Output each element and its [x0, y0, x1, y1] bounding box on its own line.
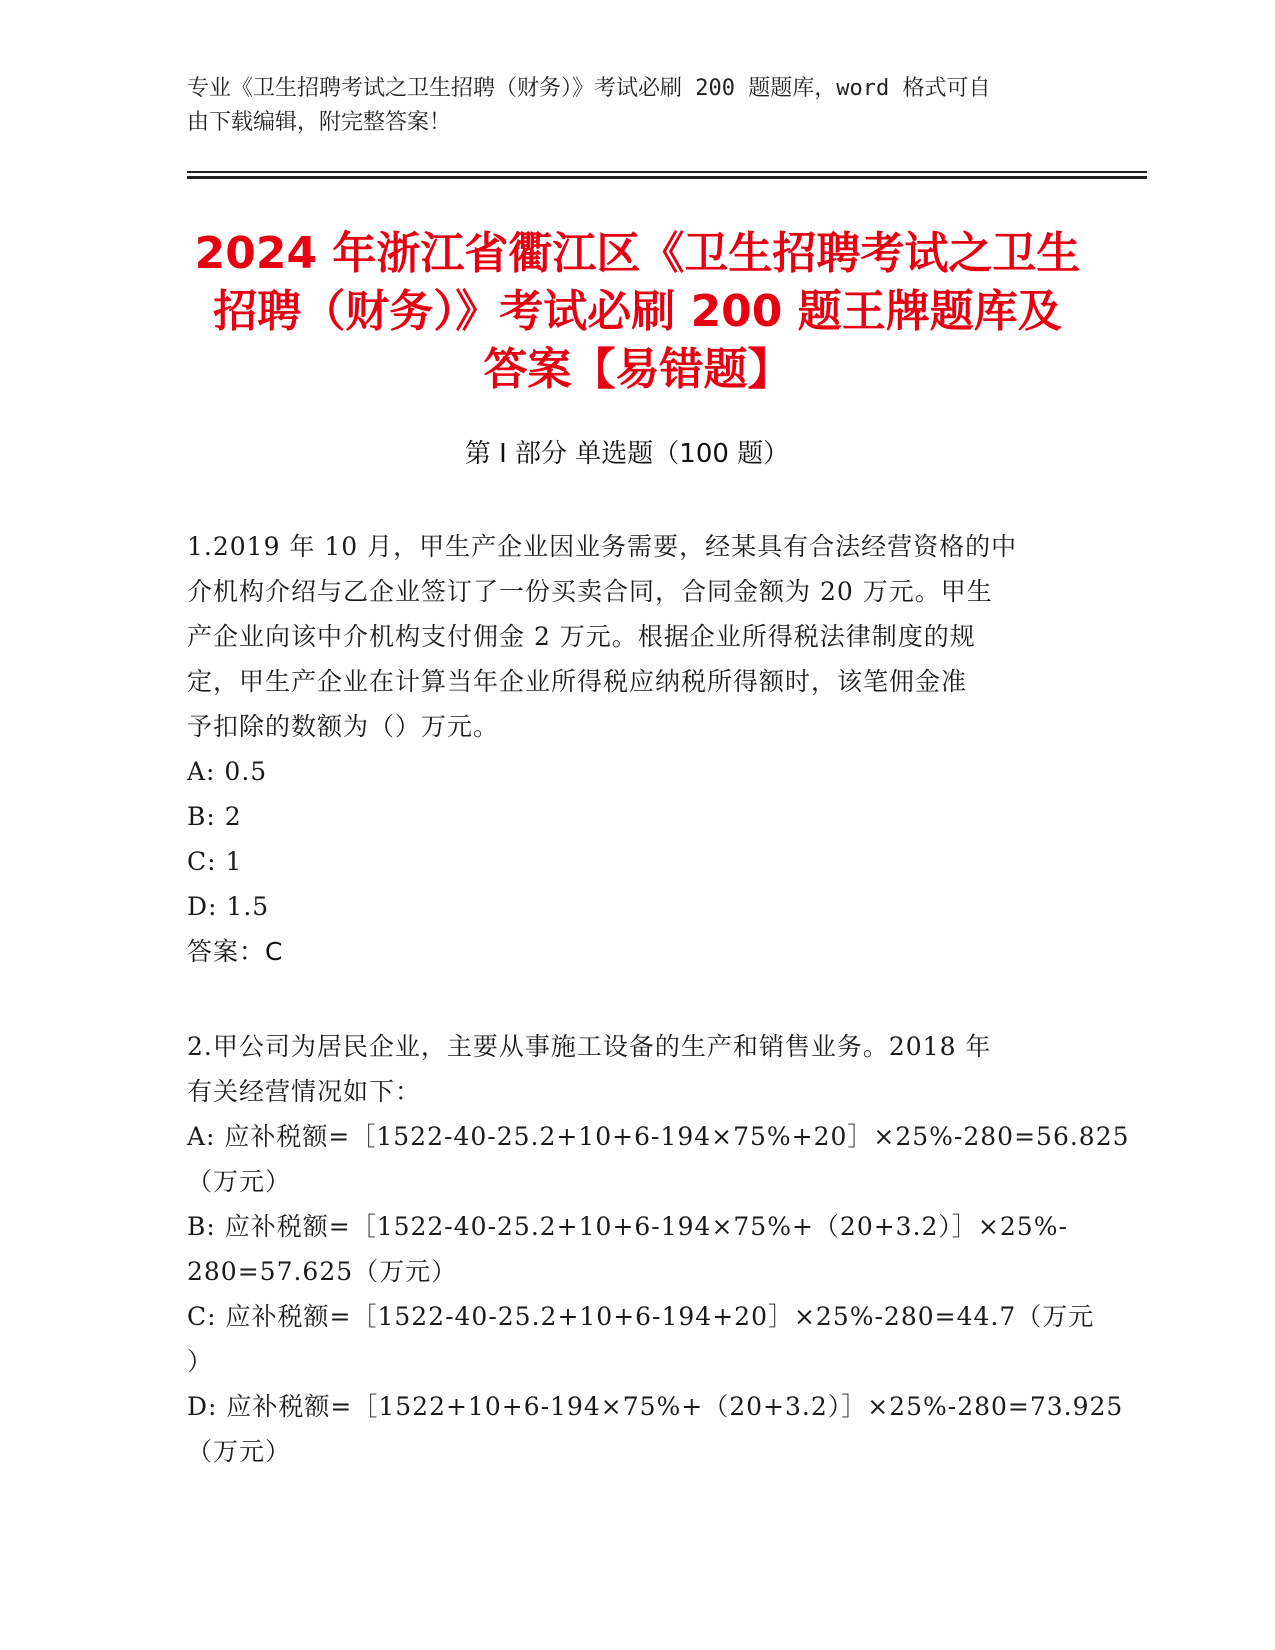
question-stem-line: 有关经营情况如下： — [187, 1077, 422, 1106]
option-c-continuation: ） — [187, 1347, 214, 1376]
option-c: C: 1 — [187, 847, 243, 876]
question-1 — [187, 524, 1077, 974]
question-stem-line: 2.甲公司为居民企业，主要从事施工设备的生产和销售业务。2018 年 — [187, 1032, 992, 1061]
question-2 — [187, 1024, 1130, 1474]
option-d: D: 1.5 — [187, 892, 270, 921]
option-b: B: 应补税额=［1522-40-25.2+10+6-194×75%+（20+3.2）］×25%- — [187, 1212, 1068, 1241]
question-stem-line: 定，甲生产企业在计算当年企业所得税应纳税所得额时，该笔佣金准 — [187, 667, 968, 696]
document-title — [160, 225, 1115, 399]
question-stem-line: 介机构介绍与乙企业签订了一份买卖合同，合同金额为 20 万元。甲生 — [187, 577, 993, 606]
header-divider-thick — [187, 176, 1147, 179]
question-stem-line: 1.2019 年 10 月，甲生产企业因业务需要，经某具有合法经营资格的中 — [187, 532, 1018, 561]
title-line: 答案【易错题】 — [483, 344, 792, 395]
header-divider-thin — [187, 171, 1147, 173]
option-b-continuation: 280=57.625（万元） — [187, 1257, 458, 1286]
header-note — [187, 72, 1067, 140]
option-b: B: 2 — [187, 802, 242, 831]
option-d-continuation: （万元） — [187, 1437, 292, 1466]
option-d: D: 应补税额=［1522+10+6-194×75%+（20+3.2）］×25%-280=73.925 — [187, 1392, 1124, 1421]
question-stem-line: 产企业向该中介机构支付佣金 2 万元。根据企业所得税法律制度的规 — [187, 622, 976, 651]
title-line: 招聘（财务）》考试必刷 200 题王牌题库及 — [213, 286, 1062, 337]
header-note-line: 专业《卫生招聘考试之卫生招聘（财务）》考试必刷 200 题题库，word 格式可自 — [187, 76, 991, 101]
option-a-continuation: （万元） — [187, 1167, 292, 1196]
title-line: 2024 年浙江省衢江区《卫生招聘考试之卫生 — [194, 228, 1081, 279]
header-note-line: 由下载编辑，附完整答案！ — [187, 110, 452, 135]
option-a: A: 0.5 — [187, 757, 268, 786]
section-heading: 第 I 部分 单选题（100 题） — [464, 439, 790, 469]
option-a: A: 应补税额=［1522-40-25.2+10+6-194×75%+20］×25%-280=56.825 — [187, 1122, 1130, 1151]
option-c: C: 应补税额=［1522-40-25.2+10+6-194+20］×25%-280=44.7（万元 — [187, 1302, 1095, 1331]
answer-line: 答案：C — [187, 937, 284, 966]
question-stem-line: 予扣除的数额为（）万元。 — [187, 712, 500, 741]
